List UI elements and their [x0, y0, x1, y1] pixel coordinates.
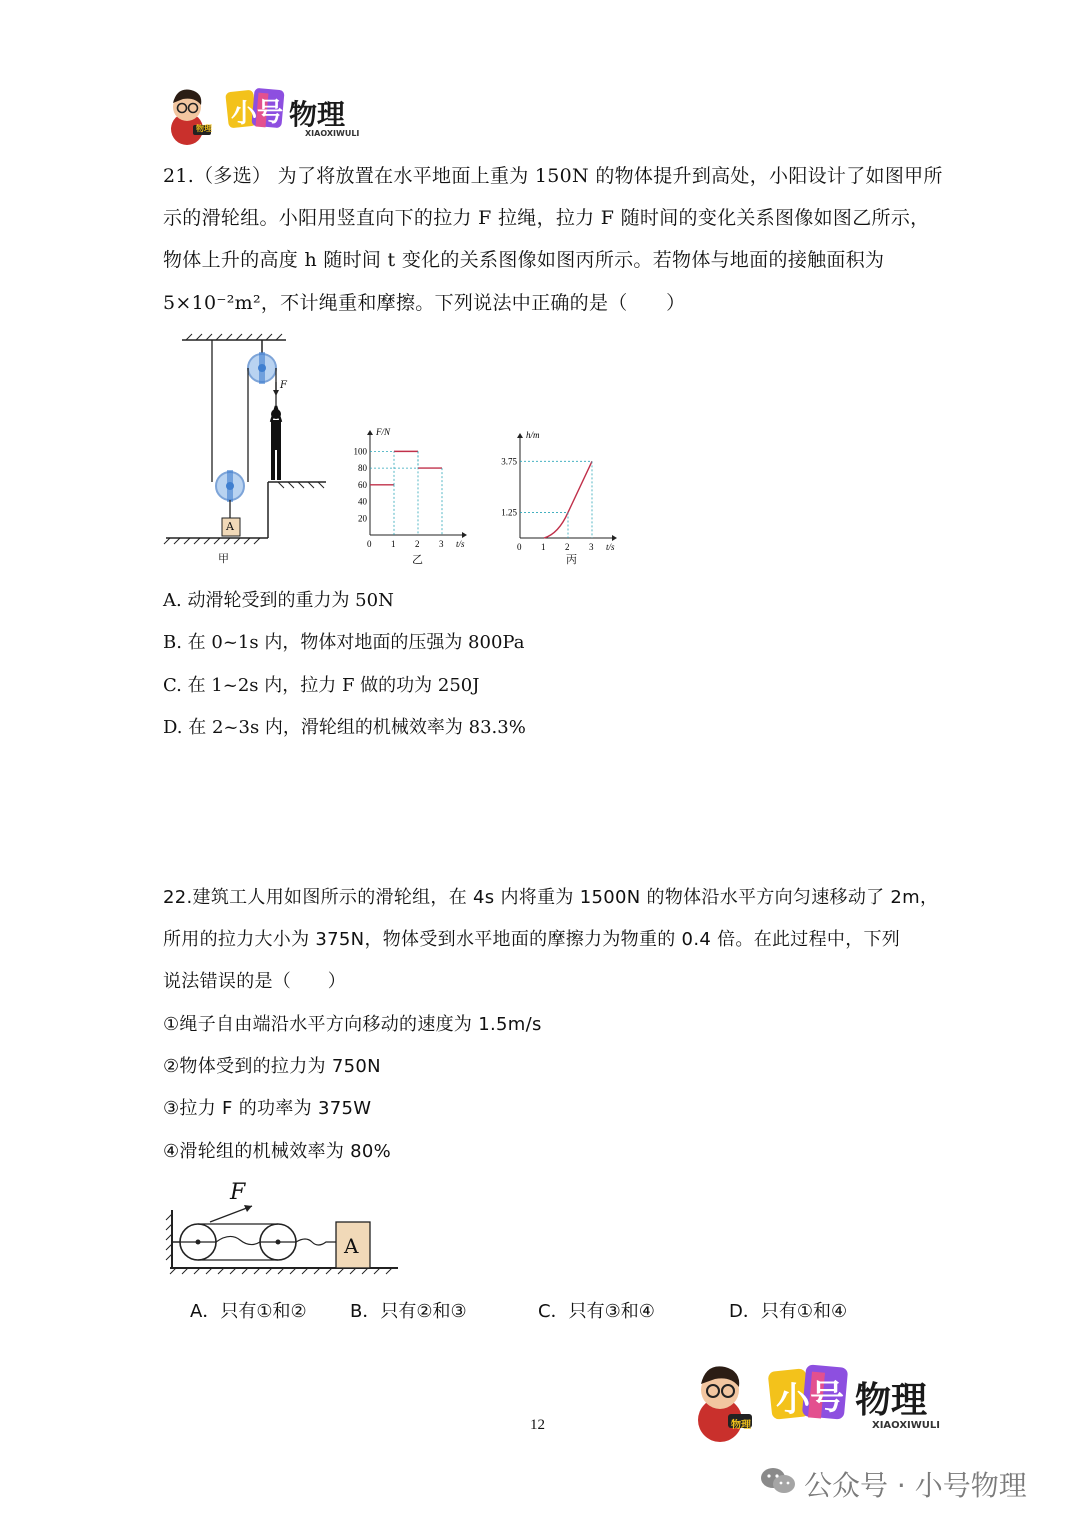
h-curve — [544, 461, 592, 538]
x-tick-label: 2 — [565, 542, 570, 552]
y-axis-arrow — [367, 430, 373, 435]
q22-choice-c: C．只有③和④ — [538, 1301, 655, 1322]
x-tick-label: 3 — [439, 539, 444, 549]
q21-option-b: B. 在 0~1s 内，物体对地面的压强为 800Pa — [163, 632, 525, 653]
q22-line-2: 所用的拉力大小为 375N，物体受到水平地面的摩擦力为物重的 0.4 倍。在此过程中，下列 — [163, 929, 901, 950]
x-tick-label: 0 — [517, 542, 522, 552]
y-tick-label: 100 — [353, 446, 367, 457]
chart-f-t-svg — [345, 425, 475, 567]
q22-line-3: 说法错误的是（ ） — [163, 971, 346, 992]
q21-line-4: 5×10⁻²m²，不计绳重和摩擦。下列说法中正确的是（ ） — [163, 292, 686, 314]
mascot-badge: 物理 — [196, 124, 212, 133]
q21-option-a: A. 动滑轮受到的重力为 50N — [163, 590, 394, 611]
footer-logo-subtitle: XIAOXIWULI — [872, 1420, 940, 1431]
figure-jia — [160, 332, 330, 564]
y-tick-label: 20 — [358, 513, 367, 524]
mascot-icon — [171, 90, 211, 145]
x-axis-label: t/s — [456, 539, 465, 549]
q22-force-label: F — [230, 1180, 246, 1205]
wechat-icon — [760, 1466, 796, 1496]
x-tick-label: 1 — [391, 539, 396, 549]
y-tick-label: 60 — [358, 479, 367, 490]
y-axis-arrow — [517, 433, 523, 438]
figure-q22 — [160, 1180, 405, 1280]
q21-option-d: D. 在 2~3s 内，滑轮组的机械效率为 83.3% — [163, 717, 526, 738]
q22-block-label: A — [344, 1234, 359, 1258]
x-tick-label: 0 — [367, 539, 372, 549]
q22-item-3: ③拉力 F 的功率为 375W — [163, 1098, 372, 1119]
header-logo — [165, 85, 365, 147]
x-tick-label: 2 — [415, 539, 420, 549]
logo-word-physics: 物理 — [289, 98, 346, 131]
q21-line-1: 21.（多选） 为了将放置在水平地面上重为 150N 的物体提升到高处，小阳设计了如图甲所 — [163, 165, 943, 187]
q22-item-2: ②物体受到的拉力为 750N — [163, 1056, 381, 1077]
q22-item-1: ①绳子自由端沿水平方向移动的速度为 1.5m/s — [163, 1014, 542, 1035]
y-tick-label: 40 — [358, 496, 367, 507]
x-axis-arrow — [612, 535, 617, 541]
q21-option-c: C. 在 1~2s 内，拉力 F 做的功为 250J — [163, 675, 480, 696]
x-tick-label: 1 — [541, 542, 546, 552]
q22-line-1: 22.建筑工人用如图所示的滑轮组，在 4s 内将重为 1500N 的物体沿水平方向匀速移动了 2m， — [163, 887, 939, 908]
chart-h-t-svg — [492, 428, 632, 568]
chart-f-t-caption: 乙 — [412, 553, 423, 566]
chart-f-t — [345, 425, 475, 567]
logo-char-small: 小 — [231, 99, 258, 129]
x-axis-arrow — [462, 532, 467, 538]
footer-logo-char-hao: 号 — [810, 1378, 844, 1418]
y-tick-label: 1.25 — [501, 507, 517, 518]
footer-logo-word-physics: 物理 — [855, 1380, 928, 1421]
y-tick-label: 3.75 — [501, 456, 517, 467]
footer-mascot-badge: 物理 — [731, 1420, 751, 1431]
q22-choice-b: B．只有②和③ — [350, 1301, 467, 1322]
q22-item-4: ④滑轮组的机械效率为 80% — [163, 1141, 392, 1162]
logo-subtitle: XIAOXIWULI — [305, 129, 360, 138]
footer-logo-char-small: 小 — [776, 1380, 810, 1420]
chart-h-t — [492, 428, 632, 568]
q22-choice-d: D．只有①和④ — [729, 1301, 848, 1322]
footer-logo — [690, 1360, 950, 1444]
person-icon — [271, 406, 281, 480]
fig-jia-caption: 甲 — [218, 552, 229, 565]
x-axis-label: t/s — [606, 542, 615, 552]
y-axis-label: h/m — [526, 430, 540, 440]
q22-choice-a: A．只有①和② — [190, 1301, 307, 1322]
y-tick-label: 80 — [358, 463, 367, 474]
q21-line-3: 物体上升的高度 h 随时间 t 变化的关系图像如图丙所示。若物体与地面的接触面积为 — [163, 249, 885, 271]
page-number: 12 — [530, 1417, 545, 1433]
chart-h-t-caption: 丙 — [566, 553, 577, 566]
q21-line-2: 示的滑轮组。小阳用竖直向下的拉力 F 拉绳，拉力 F 随时间的变化关系图像如图乙所示， — [163, 207, 930, 229]
watermark-text: 公众号 · 小号物理 — [804, 1469, 1027, 1502]
y-axis-label: F/N — [376, 427, 391, 437]
x-tick-label: 3 — [589, 542, 594, 552]
force-label-jia: F — [280, 380, 287, 391]
logo-char-hao: 号 — [257, 98, 284, 128]
block-a-label: A — [226, 520, 234, 533]
